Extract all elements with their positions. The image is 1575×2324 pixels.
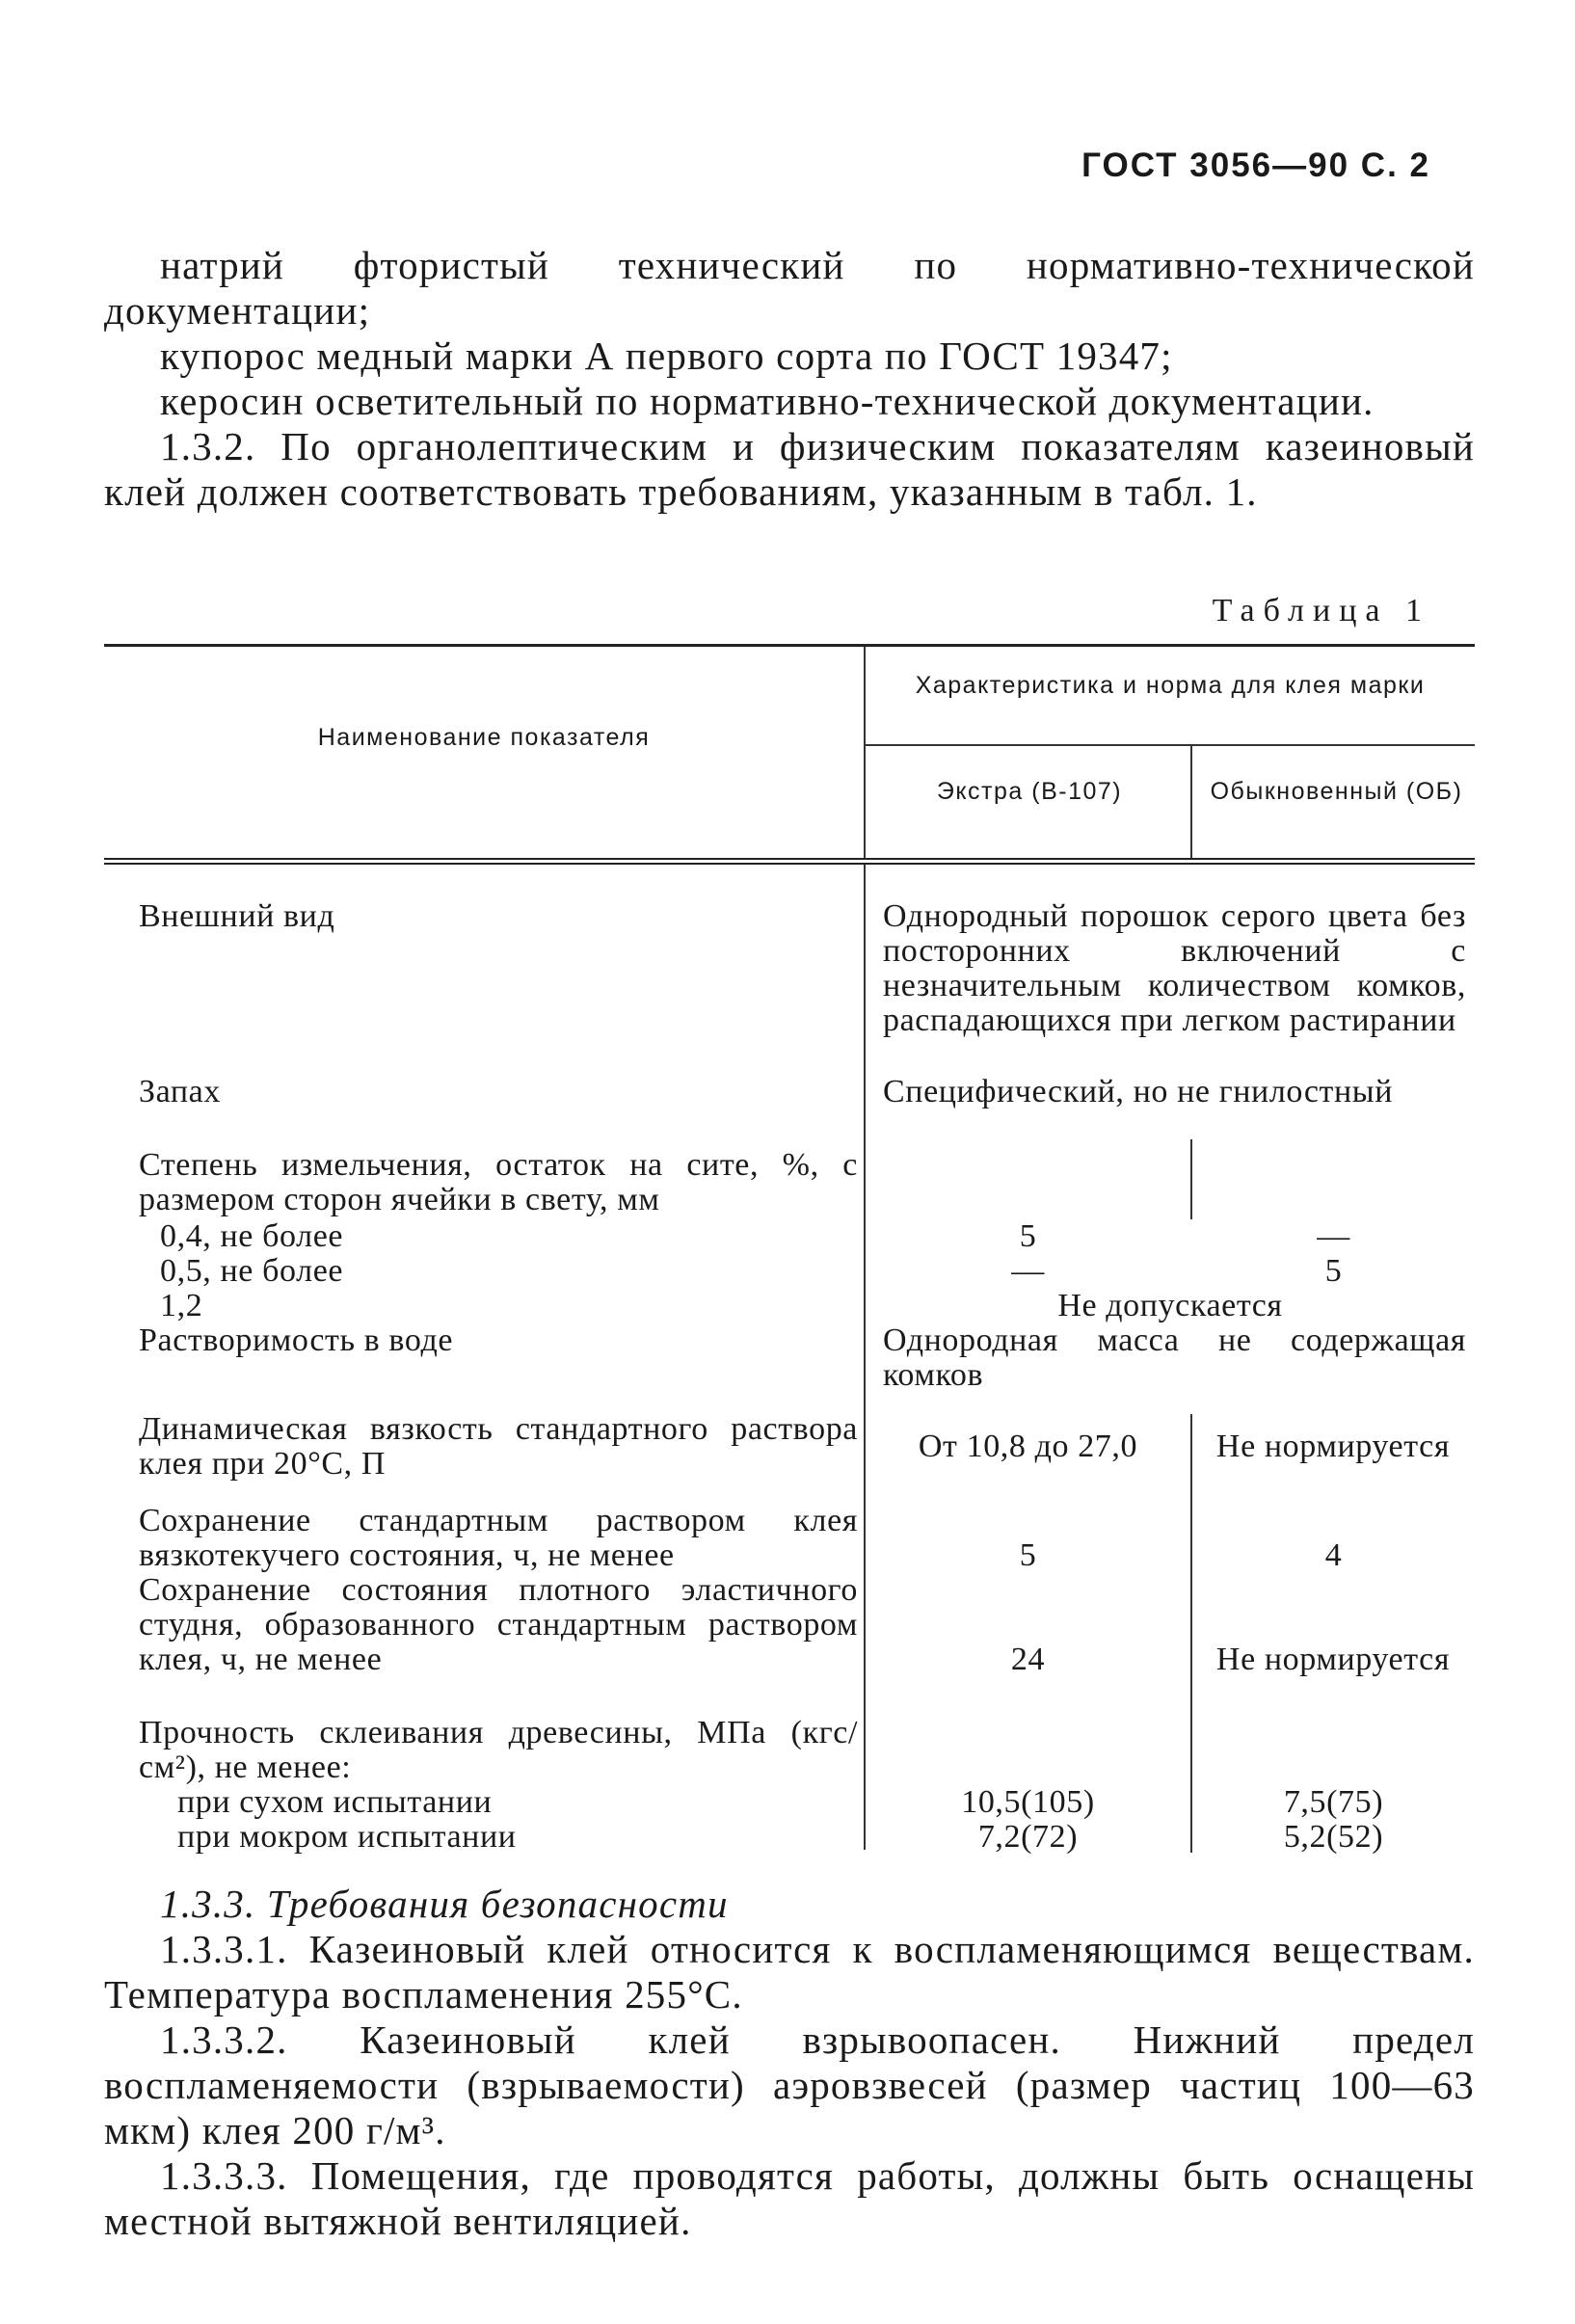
- intro-paragraph-2: купорос медный марки А первого сорта по ГОСТ 19347;: [160, 334, 1173, 378]
- row-viscosity-name: Динамическая вязкость стандартного раствора клея при 20°С, П: [139, 1411, 858, 1482]
- header-group: Характеристика и норма для клея марки: [915, 672, 1426, 699]
- row-solubility-name: Растворимость в воде: [139, 1322, 454, 1358]
- table-subhead-rule: [866, 744, 1475, 746]
- header-ordinary: Обыкновенный (ОБ): [1210, 778, 1463, 805]
- row-jelly-state-name: Сохранение состояния плотного эластичного студня, образованного стандартным раствором клея, ч, не менее: [139, 1572, 858, 1677]
- row-fineness-04-ordinary: —: [1317, 1218, 1350, 1254]
- row-strength-wet-ordinary: 5,2(52): [1283, 1819, 1384, 1855]
- row-jelly-state-extra: 24: [1010, 1642, 1046, 1677]
- row-strength-name: Прочность склеивания древесины, МПа (кгс/см²), не менее:: [139, 1715, 858, 1785]
- row-fluid-state-extra: 5: [1019, 1537, 1037, 1573]
- safety-item-2: 1.3.3.2. Казеиновый клей взрывоопасен. Нижний предел воспламеняемости (взрываемости) аэровзвесей (размер частиц 100—63 мкм) клея 200 г/м³.: [104, 2017, 1475, 2152]
- table-caption: Таблица 1: [1212, 593, 1430, 628]
- table-top-rule: [104, 644, 1475, 647]
- row-fineness-04-extra: 5: [1019, 1218, 1037, 1254]
- row-appearance-name: Внешний вид: [139, 898, 335, 934]
- row-fineness-12-name: 1,2: [160, 1288, 203, 1323]
- table-head-rule-2: [104, 863, 1475, 865]
- safety-section: [104, 1882, 1475, 2244]
- intro-paragraph-3: керосин осветительный по нормативно-технической документации.: [160, 379, 1375, 423]
- header-extra: Экстра (В-107): [936, 778, 1123, 805]
- row-smell-name: Запах: [139, 1074, 221, 1109]
- row-jelly-state-ordinary: Не нормируется: [1215, 1642, 1451, 1677]
- row-smell-value: Специфический, но не гнилостный: [883, 1074, 1394, 1109]
- row-fineness-04-name: 0,4, не более: [160, 1218, 344, 1254]
- row-fineness-12-value: Не допускается: [1057, 1288, 1283, 1323]
- row-viscosity-ordinary: Не нормируется: [1215, 1429, 1451, 1464]
- intro-paragraph-1: натрий фтористый технический по нормативно-технической документации;: [104, 243, 1475, 333]
- table-body-divider: [864, 865, 866, 1850]
- row-strength-wet-name: при мокром испытании: [177, 1819, 517, 1855]
- safety-item-3: 1.3.3.3. Помещения, где проводятся работы, должны быть оснащены местной вытяжной вентиляцией.: [104, 2153, 1475, 2243]
- header-name: Наименование показателя: [317, 724, 651, 751]
- row-fineness-05-name: 0,5, не более: [160, 1253, 344, 1289]
- intro-paragraph-4: 1.3.2. По органолептическим и физическим показателям казеиновый клей должен соответствовать требованиям, указанным в табл. 1.: [104, 424, 1475, 514]
- row-viscosity-extra: От 10,8 до 27,0: [918, 1429, 1138, 1464]
- row-fineness-name: Степень измельчения, остаток на сите, %, с размером сторон ячейки в свету, мм: [139, 1147, 858, 1217]
- row-strength-dry-ordinary: 7,5(75): [1283, 1784, 1384, 1820]
- row-solubility-value: Однородная масса не содержащая комков: [883, 1322, 1466, 1393]
- row-fluid-state-name: Сохранение стандартным раствором клея вязкотекучего состояния, ч, не менее: [139, 1503, 858, 1573]
- row-fineness-05-extra: —: [1011, 1253, 1045, 1289]
- row-appearance-value: Однородный порошок серого цвета без посторонних включений с незначительным количеством комков, распадающихся при легком растирании: [883, 898, 1466, 1038]
- safety-title: 1.3.3. Требования безопасности: [160, 1882, 729, 1926]
- properties-table: [104, 644, 1475, 1854]
- table-head-rule-1: [104, 858, 1475, 860]
- intro-text: [104, 243, 1475, 515]
- row-strength-wet-extra: 7,2(72): [977, 1819, 1079, 1855]
- page-header: ГОСТ 3056—90 С. 2: [1081, 147, 1430, 184]
- row-fluid-state-ordinary: 4: [1324, 1537, 1343, 1573]
- table-split-line-1: [1190, 1139, 1192, 1219]
- table-subhead-divider: [1190, 746, 1192, 858]
- row-strength-dry-name: при сухом испытании: [177, 1784, 493, 1820]
- row-fineness-05-ordinary: 5: [1324, 1253, 1343, 1289]
- safety-item-1: 1.3.3.1. Казеиновый клей относится к воспламеняющимся веществам. Температура воспламенения 255°С.: [104, 1927, 1475, 2017]
- table-head-divider: [864, 647, 866, 858]
- row-strength-dry-extra: 10,5(105): [961, 1784, 1095, 1820]
